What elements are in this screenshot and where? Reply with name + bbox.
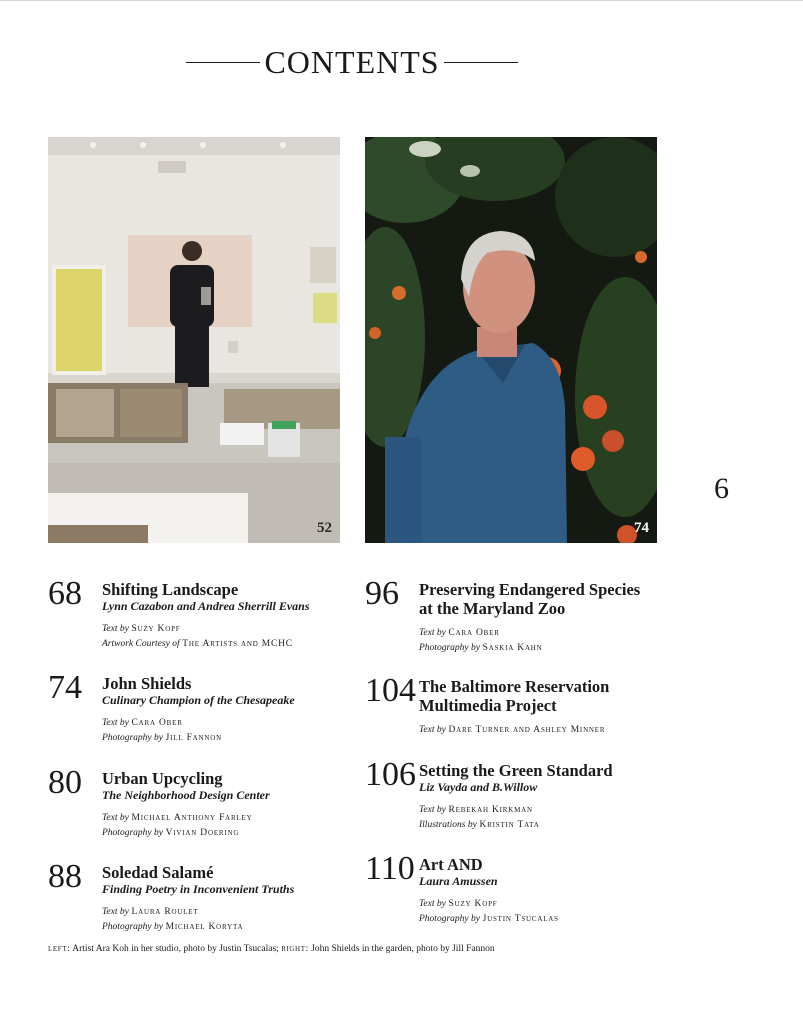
entry-subtitle: Laura Amussen <box>419 874 498 888</box>
entry-credit: Text by Michael Anthony Farley <box>102 813 253 823</box>
entry-credit: Text by Suzy Kopf <box>419 899 498 909</box>
header-rule-right <box>444 62 518 63</box>
entry-page-number: 68 <box>48 575 82 612</box>
entry-credit: Artwork Courtesy of The Artists and MCHC <box>102 639 293 649</box>
header-rule-left <box>186 62 260 63</box>
entry-title: Shifting Landscape <box>102 580 239 599</box>
caption-right-text: John Shields in the garden, photo by Jill Fannon <box>311 944 495 954</box>
entry-subtitle: Lynn Cazabon and Andrea Sherrill Evans <box>102 599 310 613</box>
entry-credit: Text by Rebekah Kirkman <box>419 805 533 815</box>
entry-credit: Illustrations by Kristin Tata <box>419 820 540 830</box>
entry-title: Setting the Green Standard <box>419 761 613 780</box>
caption-left-text: Artist Ara Koh in her studio, photo by Justin Tsucalas; <box>72 944 279 954</box>
entry-credit: Photography by Michael Koryta <box>102 922 244 932</box>
photo-studio-page-number: 52 <box>317 520 332 536</box>
top-border <box>0 0 803 1</box>
entry-credit: Text by Cara Ober <box>102 718 183 728</box>
entry-credit: Photography by Jill Fannon <box>102 733 222 743</box>
photo-studio[interactable] <box>48 137 340 543</box>
entry-title: Soledad Salamé <box>102 863 214 882</box>
entry-page-number: 104 <box>365 672 416 709</box>
photo-garden[interactable] <box>365 137 657 543</box>
entry-credit: Photography by Vivian Doering <box>102 828 240 838</box>
entry-title: John Shields <box>102 674 192 693</box>
photo-caption <box>48 944 768 954</box>
entry-credit: Text by Suzy Kopf <box>102 624 181 634</box>
entry-subtitle: Liz Vayda and B.Willow <box>419 780 538 794</box>
entry-page-number: 106 <box>365 756 416 793</box>
contents-header <box>186 42 518 82</box>
entry-page-number: 110 <box>365 850 415 887</box>
entry-page-number: 74 <box>48 669 82 706</box>
entry-title: Art AND <box>419 855 483 874</box>
studio-photo-image <box>48 137 340 543</box>
garden-photo-image <box>365 137 657 543</box>
entry-page-number: 80 <box>48 764 82 801</box>
entry-subtitle: Finding Poetry in Inconvenient Truths <box>102 882 295 896</box>
entry-credit: Photography by Saskia Kahn <box>419 643 543 653</box>
caption-left-label: left: <box>48 944 71 954</box>
entry-page-number: 88 <box>48 858 82 895</box>
entry-page-number: 96 <box>365 575 399 612</box>
entry-title: The Baltimore Reservation Multimedia Project <box>419 677 610 715</box>
photo-garden-page-number: 74 <box>634 520 649 536</box>
entry-credit: Text by Cara Ober <box>419 628 500 638</box>
entry-credit: Text by Dare Turner and Ashley Minner <box>419 725 606 735</box>
entry-subtitle: The Neighborhood Design Center <box>102 788 270 802</box>
entry-credit: Photography by Justin Tsucalas <box>419 914 559 924</box>
caption-right-label: right: <box>281 944 309 954</box>
entry-title: Preserving Endangered Species at the Maryland Zoo <box>419 580 641 618</box>
entry-title: Urban Upcycling <box>102 769 223 788</box>
entry-credit: Text by Laura Roulet <box>102 907 199 917</box>
entry-subtitle: Culinary Champion of the Chesapeake <box>102 693 295 707</box>
page-title: CONTENTS <box>264 44 440 80</box>
page-folio: 6 <box>714 472 729 505</box>
